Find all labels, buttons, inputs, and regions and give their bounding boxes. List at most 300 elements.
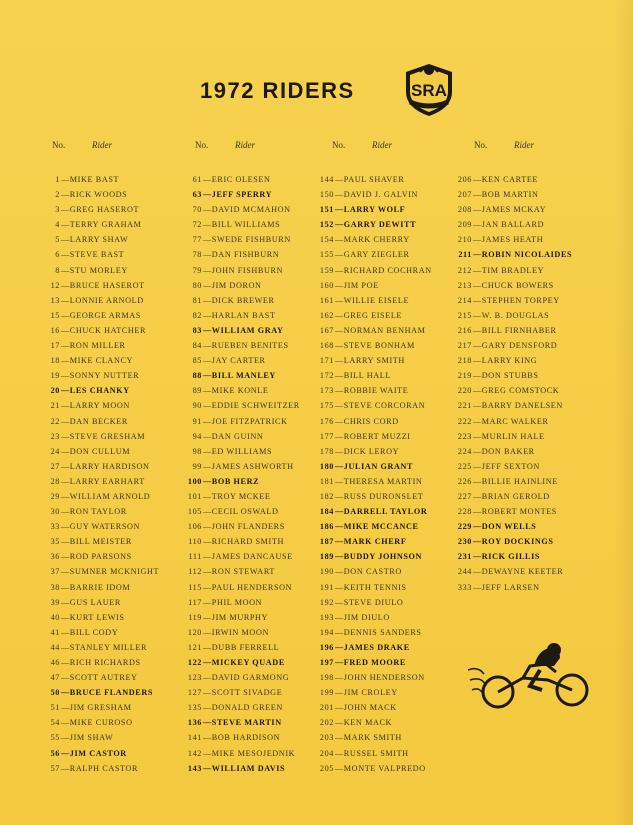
rider-name: SWEDE FISHBURN [211,235,291,245]
rider-number: 214 [457,295,472,305]
separator-dash: — [61,476,70,486]
rider-entry [38,187,159,202]
rider-entry [38,715,159,730]
rider-name: BARRY DANELSEN [481,401,563,411]
rider-entry [450,534,572,549]
rider-number: 209 [457,220,472,230]
rider-entry [38,247,159,262]
rider-number: 83 [192,325,202,335]
separator-dash: — [335,491,344,501]
separator-dash: — [335,703,344,713]
rider-entry [180,655,300,670]
rider-number: 1 [55,175,60,184]
rider-entry [38,549,159,564]
rider-number: 152 [319,220,334,230]
rider-number: 39 [50,597,60,607]
separator-dash: — [61,325,70,335]
rider-name: RALPH CASTOR [69,763,139,773]
separator-dash: — [335,658,344,667]
rider-name: JOHN FISHBURN [211,265,284,275]
rider-name: JIM CROLEY [343,688,398,698]
rider-name: ROD PARSONS [69,552,132,562]
rider-number: 61 [192,175,202,184]
column-header-3 [332,140,392,150]
rider-name: DON CULLUM [69,446,131,456]
rider-entry [180,489,300,504]
separator-dash: — [335,250,344,260]
rider-name: DAN BECKER [69,416,128,426]
rider-name: BILL FIRNHABER [481,325,557,335]
separator-dash: — [61,401,70,411]
rider-entry [38,202,159,217]
separator-dash: — [335,688,344,698]
separator-dash: — [335,431,344,441]
separator-dash: — [203,175,212,184]
rider-name: KEN MACK [343,718,393,728]
separator-dash: — [203,235,212,245]
rider-name: SONNY NUTTER [69,371,140,381]
rider-number: 205 [319,763,334,773]
rider-name: GARY ZIEGLER [343,250,410,260]
header-no: No. [332,140,346,150]
rider-entry [312,217,432,232]
rider-name: JIM DORON [211,280,262,290]
rider-number: 190 [319,567,334,577]
rider-number: 28 [50,476,60,486]
rider-entry [312,474,432,489]
rider-number: 228 [457,507,472,517]
rider-name: MIKE MESOJEDNIK [211,748,296,758]
rider-number: 154 [319,235,334,245]
rider-entry [38,293,159,308]
rider-name: RON TAYLOR [69,507,127,517]
rider-number: 78 [192,250,202,260]
rider-number: 181 [319,476,334,486]
rider-number: 115 [188,582,202,592]
rider-name: ROY DOCKINGS [481,537,554,547]
rider-number: 112 [188,567,202,577]
separator-dash: — [203,280,212,290]
rider-entry [450,504,572,519]
rider-name: BILL MEISTER [69,537,132,547]
rider-entry [180,715,300,730]
rider-number: 33 [50,522,60,532]
rider-name: GARY DENSFORD [481,341,558,351]
rider-name: GUY WATERSON [69,522,140,532]
rider-name: BILL MANLEY [211,371,276,381]
rider-name: STEVE MARTIN [211,718,282,728]
rider-number: 4 [55,220,60,230]
rider-name: STEVE CORCORAN [343,401,426,411]
rider-entry [450,429,572,444]
rider-number: 198 [319,673,334,683]
rider-number: 144 [319,175,334,184]
rider-number: 226 [457,476,472,486]
rider-entry [450,459,572,474]
separator-dash: — [61,507,70,517]
rider-number: 22 [50,416,60,426]
separator-dash: — [61,491,70,501]
separator-dash: — [335,597,344,607]
rider-entry [180,670,300,685]
rider-entry [38,625,159,640]
rider-name: STU MORLEY [69,265,128,275]
rider-name: DAN GUINN [211,431,264,441]
rider-name: BRIAN GEROLD [481,491,550,501]
rider-name: JOHN MACK [343,703,397,713]
rider-entry [312,685,432,700]
rider-name: WILLIAM ARNOLD [69,491,151,501]
rider-number: 29 [50,491,60,501]
separator-dash: — [473,446,482,456]
rider-name: LARRY SMITH [343,356,405,366]
separator-dash: — [203,265,212,275]
rider-number: 218 [457,356,472,366]
rider-number: 184 [319,507,334,517]
rider-number: 5 [55,235,60,245]
rider-entry [38,172,159,187]
rider-name: GREG HASEROT [69,205,140,215]
rider-number: 135 [187,703,202,713]
rider-name: MARK SMITH [343,733,402,743]
separator-dash: — [203,688,212,698]
rider-number: 175 [319,401,334,411]
rider-name: JOHN HENDERSON [343,673,425,683]
separator-dash: — [473,507,482,517]
rider-number: 168 [319,341,334,351]
rider-entry [312,202,432,217]
separator-dash: — [473,582,482,592]
rider-number: 121 [187,642,202,652]
column-header-2 [195,140,255,150]
rider-number: 94 [192,431,202,441]
rider-entry [312,232,432,247]
rider-entry [180,474,300,489]
separator-dash: — [61,567,70,577]
separator-dash: — [473,476,482,486]
rider-name: JIM SHAW [69,733,114,743]
rider-entry [38,761,159,776]
separator-dash: — [61,642,70,652]
rider-name: RICH RICHARDS [69,658,141,667]
rider-number: 230 [457,537,472,547]
separator-dash: — [203,642,212,652]
rider-entry [180,534,300,549]
rider-number: 208 [457,205,472,215]
rider-entry [180,398,300,413]
rider-name: JIM POE [343,280,379,290]
rider-entry [312,655,432,670]
rider-entry [312,444,432,459]
rider-number: 82 [192,310,202,320]
separator-dash: — [61,190,70,200]
rider-entry [450,293,572,308]
separator-dash: — [61,597,70,607]
rider-entry [312,429,432,444]
separator-dash: — [61,386,70,396]
rider-entry [312,534,432,549]
separator-dash: — [473,235,482,245]
separator-dash: — [203,446,212,456]
rider-name: JAMES ASHWORTH [211,461,294,471]
rider-entry [38,338,159,353]
rider-number: 159 [319,265,334,275]
rider-name: WILLIAM DAVIS [211,763,286,773]
rider-number: 213 [457,280,472,290]
rider-number: 221 [457,401,472,411]
rider-number: 167 [319,325,334,335]
rider-entry [312,549,432,564]
rider-name: SUMNER MCKNIGHT [69,567,160,577]
separator-dash: — [61,220,70,230]
separator-dash: — [473,220,482,230]
rider-number: 79 [192,265,202,275]
separator-dash: — [473,265,482,275]
rider-number: 219 [457,371,472,381]
rider-entry [312,353,432,368]
rider-entry [38,700,159,715]
rider-entry [38,655,159,670]
rider-name: TROY MCKEE [211,491,271,501]
rider-number: 16 [50,325,60,335]
rider-entry [180,459,300,474]
separator-dash: — [203,491,212,501]
rider-name: BILL WILLIAMS [211,220,281,230]
rider-column-3 [312,172,432,776]
rider-entry [450,353,572,368]
rider-entry [312,459,432,474]
rider-number: 202 [319,718,334,728]
rider-name: LARRY MOON [69,401,130,411]
separator-dash: — [61,341,70,351]
rider-entry [180,519,300,534]
header-no: No. [195,140,209,150]
rider-entry [180,610,300,625]
rider-number: 192 [319,597,334,607]
rider-number: 84 [192,341,202,351]
rider-entry [38,504,159,519]
rider-name: DICK LEROY [343,446,400,456]
rider-number: 56 [50,748,60,758]
rider-entry [180,504,300,519]
rider-name: EDDIE SCHWEITZER [211,401,300,411]
rider-entry [180,217,300,232]
rider-number: 20 [50,386,60,396]
rider-number: 72 [192,220,202,230]
rider-number: 206 [457,175,472,184]
separator-dash: — [203,658,212,667]
rider-name: ROBIN NICOLAIDES [481,250,573,260]
rider-number: 119 [188,612,202,622]
rider-number: 160 [319,280,334,290]
separator-dash: — [335,220,344,230]
rider-number: 2 [55,190,60,200]
rider-number: 13 [50,295,60,305]
separator-dash: — [473,461,482,471]
rider-number: 57 [50,763,60,773]
rider-entry [38,685,159,700]
rider-number: 201 [319,703,334,713]
separator-dash: — [473,386,482,396]
rider-entry [180,338,300,353]
separator-dash: — [61,265,70,275]
rider-entry [180,308,300,323]
rider-name: DAVID GARMONG [211,673,290,683]
separator-dash: — [473,190,482,200]
rider-number: 187 [319,537,334,547]
rider-entry [180,232,300,247]
rider-number: 196 [319,642,334,652]
rider-number: 204 [319,748,334,758]
rider-number: 180 [319,461,334,471]
rider-entry [312,414,432,429]
separator-dash: — [203,416,212,426]
rider-name: MIKE MCCANCE [343,522,419,532]
separator-dash: — [335,205,344,215]
separator-dash: — [61,522,70,532]
separator-dash: — [203,733,212,743]
rider-entry [180,263,300,278]
rider-entry [312,625,432,640]
rider-number: 37 [50,567,60,577]
rider-name: DON STUBBS [481,371,539,381]
rider-name: DON CASTRO [343,567,402,577]
rider-name: WILLIAM GRAY [211,325,284,335]
rider-name: ROBBIE WAITE [343,386,409,396]
rider-number: 212 [457,265,472,275]
rider-name: HARLAN BAST [211,310,276,320]
rider-entry [312,504,432,519]
rider-number: 199 [319,688,334,698]
rider-number: 80 [192,280,202,290]
rider-name: LARRY EARHART [69,476,145,486]
separator-dash: — [203,507,212,517]
rider-name: JEFF LARSEN [481,582,540,592]
rider-entry [38,670,159,685]
rider-entry [450,172,572,187]
separator-dash: — [335,235,344,245]
rider-number: 38 [50,582,60,592]
rider-name: CHUCK HATCHER [69,325,147,335]
rider-number: 223 [457,431,472,441]
rider-number: 106 [187,522,202,532]
rider-entry [450,232,572,247]
rider-number: 244 [457,567,472,577]
rider-entry [38,398,159,413]
rider-number: 51 [50,703,60,713]
rider-name: MIKE BAST [69,175,120,184]
rider-name: JAN BALLARD [481,220,545,230]
separator-dash: — [335,718,344,728]
sra-emblem-logo [398,58,460,120]
rider-entry [450,489,572,504]
rider-entry [38,308,159,323]
rider-entry [38,730,159,745]
rider-number: 155 [319,250,334,260]
rider-name: JIM CASTOR [69,748,127,758]
rider-entry [180,172,300,187]
separator-dash: — [473,250,482,260]
rider-entry [38,595,159,610]
separator-dash: — [203,371,212,381]
rider-entry [38,746,159,761]
rider-entry [450,247,572,262]
rider-name: RICK WOODS [69,190,128,200]
rider-name: LARRY KING [481,356,538,366]
rider-name: THERESA MARTIN [343,476,423,486]
rider-number: 90 [192,401,202,411]
rider-name: DARRELL TAYLOR [343,507,428,517]
separator-dash: — [473,325,482,335]
rider-entry [38,640,159,655]
rider-entry [38,610,159,625]
rider-number: 215 [457,310,472,320]
rider-name: STEVE BONHAM [343,341,415,351]
rider-entry [312,746,432,761]
separator-dash: — [203,552,212,562]
rider-entry [180,247,300,262]
rider-number: 142 [187,748,202,758]
rider-name: DUBB FERRELL [211,642,280,652]
separator-dash: — [203,763,212,773]
rider-entry [312,247,432,262]
separator-dash: — [61,280,70,290]
rider-entry [38,217,159,232]
rider-name: MARC WALKER [481,416,549,426]
separator-dash: — [203,718,212,728]
rider-number: 3 [55,205,60,215]
rider-number: 15 [50,310,60,320]
rider-number: 217 [457,341,472,351]
rider-entry [450,398,572,413]
rider-name: JEFF SEXTON [481,461,540,471]
separator-dash: — [335,507,344,517]
rider-entry [38,444,159,459]
rider-number: 17 [50,341,60,351]
separator-dash: — [61,552,70,562]
rider-entry [180,549,300,564]
separator-dash: — [203,190,212,200]
separator-dash: — [473,552,482,562]
header-rider: Rider [235,140,255,150]
rider-name: GREG COMSTOCK [481,386,560,396]
rider-name: BOB MARTIN [481,190,539,200]
rider-name: KEN CARTEE [481,175,539,184]
header-rider: Rider [372,140,392,150]
rider-number: 77 [192,235,202,245]
rider-number: 176 [319,416,334,426]
rider-entry [180,368,300,383]
rider-number: 162 [319,310,334,320]
rider-entry [180,323,300,338]
rider-entry [180,685,300,700]
rider-name: W. B. DOUGLAS [481,310,550,320]
rider-name: BRUCE FLANDERS [69,688,154,698]
rider-name: STEVE DIULO [343,597,404,607]
rider-entry [38,323,159,338]
separator-dash: — [335,567,344,577]
rider-name: SCOTT SIVADGE [211,688,283,698]
rider-entry [312,519,432,534]
rider-number: 123 [187,673,202,683]
separator-dash: — [61,703,70,713]
rider-number: 12 [50,280,60,290]
rider-number: 110 [188,537,202,547]
separator-dash: — [203,431,212,441]
rider-entry [312,187,432,202]
rider-entry [180,746,300,761]
rider-entry [180,595,300,610]
